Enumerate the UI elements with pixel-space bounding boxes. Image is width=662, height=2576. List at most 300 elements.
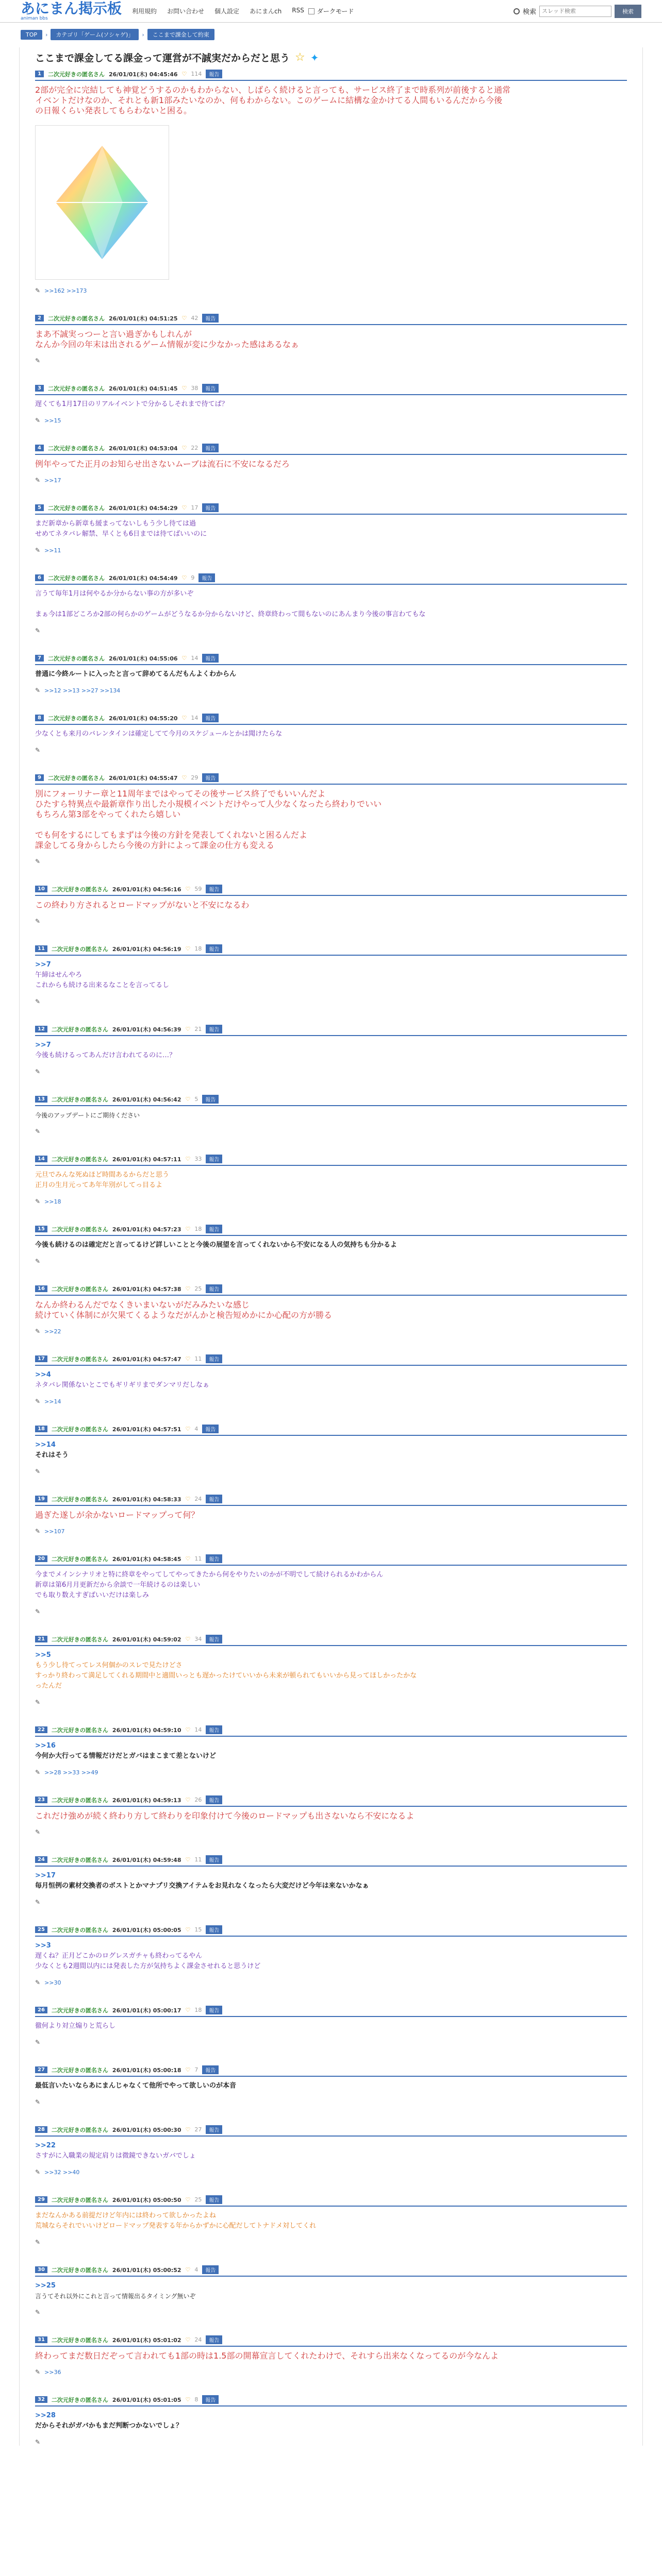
post-body <box>35 2347 627 2361</box>
post <box>35 2195 627 2246</box>
post-line: これだけ強めが続く終わり方して終わりを印象付けて今後のロードマップも出さないなら不安になるよ <box>35 1811 415 1821</box>
poster-name: 二次元好きの匿名さん <box>51 2126 108 2133</box>
post-header <box>35 314 627 325</box>
post-header <box>35 1855 627 1867</box>
pen-icon[interactable]: ✎ <box>35 1608 41 1615</box>
heart-icon[interactable]: ♡ <box>185 1636 191 1642</box>
crystal-icon <box>51 141 154 264</box>
reply-links[interactable]: >>14 <box>44 1398 61 1405</box>
post-footer <box>35 280 627 294</box>
heart-icon[interactable]: ♡ <box>185 1426 191 1432</box>
pen-icon[interactable]: ✎ <box>35 2168 41 2176</box>
top-bar <box>0 0 662 23</box>
post-header <box>35 714 627 725</box>
heart-icon[interactable]: ♡ <box>185 2266 191 2273</box>
post-number[interactable]: 14 <box>35 1156 47 1162</box>
thread-main <box>19 47 643 2446</box>
post-body <box>35 1296 627 1320</box>
post-line: 少なくとも2週間以内には発表した方が気持ちよく課金させれると思うけど <box>35 1962 261 1970</box>
report-button[interactable]: 報告 <box>202 714 219 722</box>
post-date: 26/01/01(木) 05:00:18 <box>112 2066 181 2074</box>
post-date: 26/01/01(木) 05:00:05 <box>112 1926 181 1934</box>
post-line: まだ新章から新章も緩まってないしもう少し待ては過 <box>35 520 196 528</box>
post <box>35 2395 627 2446</box>
post-date: 26/01/01(木) 04:55:06 <box>108 655 178 662</box>
post-body <box>35 2277 627 2301</box>
poster-name: 二次元好きの匿名さん <box>51 886 108 893</box>
post-number[interactable]: 13 <box>35 1096 47 1103</box>
post-date: 26/01/01(木) 04:59:48 <box>112 1856 181 1863</box>
pen-icon[interactable]: ✎ <box>35 2368 41 2376</box>
checkbox-icon[interactable] <box>308 8 315 14</box>
post-footer <box>35 1601 627 1615</box>
post-header <box>35 773 627 785</box>
post-footer <box>35 680 627 694</box>
report-button[interactable]: 報告 <box>202 314 219 323</box>
heart-icon[interactable]: ♡ <box>181 655 187 662</box>
heart-icon[interactable]: ♡ <box>185 1496 191 1502</box>
twitter-bird-icon[interactable]: ✦ <box>310 51 319 64</box>
heart-count: 18 <box>194 945 202 952</box>
post-number[interactable]: 29 <box>35 2196 47 2203</box>
post-number[interactable]: 25 <box>35 1926 47 1933</box>
heart-icon[interactable]: ♡ <box>181 71 187 77</box>
pen-icon[interactable]: ✎ <box>35 287 41 294</box>
report-button[interactable]: 報告 <box>202 1095 219 1104</box>
post-number[interactable]: 27 <box>35 2066 47 2073</box>
search-button[interactable]: 検索 <box>615 5 641 18</box>
pen-icon[interactable]: ✎ <box>35 1258 41 1265</box>
report-button[interactable]: 報告 <box>206 1025 222 1033</box>
post-header <box>35 2265 627 2277</box>
heart-count: 22 <box>191 445 198 451</box>
report-button[interactable]: 報告 <box>202 503 219 512</box>
post <box>35 1425 627 1475</box>
heart-count: 14 <box>191 715 198 721</box>
post-line: でも何をするにしてもまずは今後の方針を発表してくれないと困るんだよ <box>35 830 308 840</box>
post-date: 26/01/01(木) 04:54:29 <box>108 504 178 512</box>
report-button[interactable]: 報告 <box>206 1495 222 1503</box>
breadcrumb-thread[interactable]: ここまで課金して約束 <box>147 29 214 40</box>
report-button[interactable]: 報告 <box>206 944 222 953</box>
post-number[interactable]: 20 <box>35 1555 47 1562</box>
post-header <box>35 573 627 585</box>
post-line: 徹何より対立煽りと荒らし <box>35 2022 116 2030</box>
poster-name: 二次元好きの匿名さん <box>47 504 105 512</box>
reply-links[interactable]: >>107 <box>44 1528 65 1535</box>
heart-icon[interactable]: ♡ <box>185 1226 191 1232</box>
heart-icon[interactable]: ♡ <box>181 574 187 581</box>
search-label: 検索 <box>522 8 536 16</box>
nav-animanch[interactable]: あにまんch <box>250 8 282 15</box>
post-body <box>35 325 627 350</box>
poster-name: 二次元好きの匿名さん <box>47 71 105 78</box>
report-button[interactable]: 報告 <box>206 2335 222 2344</box>
heart-icon[interactable]: ♡ <box>185 1726 191 1733</box>
post-header <box>35 2195 627 2207</box>
post-body <box>35 1807 627 1821</box>
thread-title-row <box>35 47 627 70</box>
post-footer <box>35 2361 627 2376</box>
heart-count: 7 <box>194 2066 198 2073</box>
pen-icon[interactable]: ✎ <box>35 2098 41 2106</box>
search-icon <box>514 8 520 14</box>
heart-icon[interactable]: ♡ <box>181 774 187 781</box>
breadcrumb-top[interactable]: TOP <box>21 30 42 40</box>
post-number[interactable]: 9 <box>35 774 44 781</box>
post-date: 26/01/01(木) 04:51:25 <box>108 315 178 322</box>
pen-icon[interactable]: ✎ <box>35 1198 41 1205</box>
heart-icon[interactable]: ♡ <box>185 1856 191 1863</box>
post-header <box>35 885 627 896</box>
post-body <box>35 896 627 910</box>
post-number[interactable]: 17 <box>35 1355 47 1362</box>
reply-links[interactable]: >>18 <box>44 1198 61 1205</box>
reply-links[interactable]: >>36 <box>44 2368 61 2376</box>
reply-links[interactable]: >>11 <box>44 547 61 554</box>
post-footer <box>35 620 627 634</box>
pen-icon[interactable]: ✎ <box>35 547 41 554</box>
heart-count: 15 <box>194 1926 202 1933</box>
nav-contact[interactable]: お問い合わせ <box>167 8 205 15</box>
report-button[interactable]: 報告 <box>198 573 215 582</box>
post-footer <box>35 851 627 865</box>
nav-settings[interactable]: 個人設定 <box>214 8 240 15</box>
post-number[interactable]: 18 <box>35 1426 47 1432</box>
post-line: 最低言いたいならあにまんじゃなくて他所でやって欲しいのが本音 <box>35 2082 237 2090</box>
post-body <box>35 395 627 410</box>
heart-count: 29 <box>191 774 198 781</box>
poster-name: 二次元好きの匿名さん <box>51 2396 108 2403</box>
post-line: すっかり終わって満足してくれる期間中と適間いっとも遅かったけていいから未来が頓られてもいいから見ってほしかったかな <box>35 1672 417 1680</box>
post-header <box>35 1095 627 1106</box>
breadcrumb-category[interactable]: カテゴリ「ゲーム(ソシャゲ)」 <box>51 29 139 40</box>
post-number[interactable]: 5 <box>35 504 44 511</box>
pen-icon[interactable]: ✎ <box>35 998 41 1005</box>
heart-icon[interactable]: ♡ <box>181 445 187 451</box>
post-number[interactable]: 3 <box>35 385 44 392</box>
post-line: まだなんかある前提だけど年内には終わって欲しかったよね <box>35 2212 216 2219</box>
post-line: まあ不誠実っつーと言い過ぎかもしれんが <box>35 329 192 339</box>
report-button[interactable]: 報告 <box>206 885 222 893</box>
post <box>35 2065 627 2106</box>
post-number[interactable]: 10 <box>35 886 47 892</box>
poster-name: 二次元好きの匿名さん <box>51 945 108 953</box>
pen-icon[interactable]: ✎ <box>35 2309 41 2316</box>
report-button[interactable]: 報告 <box>202 2065 219 2074</box>
pen-icon[interactable]: ✎ <box>35 1899 41 1906</box>
report-button[interactable]: 報告 <box>206 2006 222 2014</box>
heart-icon[interactable]: ♡ <box>185 1026 191 1032</box>
heart-icon[interactable]: ♡ <box>185 1355 191 1362</box>
site-logo[interactable] <box>21 2 122 21</box>
heart-icon[interactable]: ♡ <box>185 2196 191 2203</box>
post-date: 26/01/01(木) 04:56:39 <box>112 1026 181 1033</box>
pen-icon[interactable]: ✎ <box>35 918 41 925</box>
breadcrumb-separator: › <box>45 31 48 38</box>
report-button[interactable]: 報告 <box>206 2195 222 2204</box>
pen-icon[interactable]: ✎ <box>35 2239 41 2246</box>
report-button[interactable]: 報告 <box>202 654 219 663</box>
heart-icon[interactable]: ♡ <box>181 715 187 721</box>
post-header <box>35 1284 627 1296</box>
post-line[interactable]: >>3 <box>35 1942 51 1950</box>
post <box>35 1635 627 1706</box>
post-number[interactable]: 15 <box>35 1226 47 1232</box>
heart-icon[interactable]: ♡ <box>185 2126 191 2133</box>
post <box>35 1284 627 1335</box>
heart-count: 24 <box>194 2336 202 2343</box>
heart-count: 25 <box>194 1285 202 1292</box>
post-number[interactable]: 22 <box>35 1726 47 1733</box>
post-footer <box>35 539 627 554</box>
post-number[interactable]: 16 <box>35 1285 47 1292</box>
report-button[interactable]: 報告 <box>206 2125 222 2134</box>
poster-name: 二次元好きの匿名さん <box>51 1355 108 1363</box>
post-date: 26/01/01(木) 05:00:30 <box>112 2126 181 2133</box>
reply-links[interactable]: >>32 >>40 <box>44 2168 80 2176</box>
heart-count: 4 <box>194 1426 198 1432</box>
post <box>35 944 627 1005</box>
report-button[interactable]: 報告 <box>206 1284 222 1293</box>
post-number[interactable]: 23 <box>35 1797 47 1803</box>
heart-icon[interactable]: ♡ <box>181 315 187 321</box>
report-button[interactable]: 報告 <box>206 1925 222 1934</box>
post-line[interactable]: >>5 <box>35 1651 51 1659</box>
post-number[interactable]: 2 <box>35 315 44 321</box>
post-line: この終わり方されるとロードマップがないと不安になるわ <box>35 900 250 910</box>
pen-icon[interactable]: ✎ <box>35 417 41 424</box>
poster-name: 二次元好きの匿名さん <box>51 1096 108 1103</box>
heart-count: 26 <box>194 1797 202 1803</box>
post-number[interactable]: 24 <box>35 1856 47 1863</box>
post-number[interactable]: 1 <box>35 71 44 77</box>
report-button[interactable]: 報告 <box>206 70 222 78</box>
reply-links[interactable]: >>30 <box>44 1979 61 1986</box>
heart-count: 8 <box>194 2396 198 2403</box>
poster-name: 二次元好きの匿名さん <box>47 445 105 452</box>
heart-icon[interactable]: ♡ <box>185 2007 191 2013</box>
reply-links[interactable]: >>12 >>13 >>27 >>134 <box>44 687 121 694</box>
post-number[interactable]: 19 <box>35 1496 47 1502</box>
heart-icon[interactable]: ♡ <box>185 2066 191 2073</box>
reply-links[interactable]: >>22 <box>44 1328 61 1335</box>
post-number[interactable]: 11 <box>35 945 47 952</box>
post-line: 言うて毎年1月は何やるか分からない事の方が多いぞ <box>35 590 194 598</box>
pen-icon[interactable]: ✎ <box>35 687 41 694</box>
post-line: もちろん第3部をやってくれたら嬉しい <box>35 809 181 819</box>
heart-icon[interactable]: ♡ <box>185 1156 191 1162</box>
heart-count: 42 <box>191 315 198 321</box>
post-line: なんか今回の年末は出されるゲーム情報が変に少なかった感はあるなぁ <box>35 340 300 349</box>
heart-icon[interactable]: ♡ <box>185 2336 191 2343</box>
pen-icon[interactable]: ✎ <box>35 1979 41 1986</box>
heart-icon[interactable]: ♡ <box>185 2396 191 2403</box>
post-line <box>35 599 627 609</box>
poster-name: 二次元好きの匿名さん <box>51 2066 108 2074</box>
post-line[interactable]: >>22 <box>35 2142 56 2149</box>
heart-icon[interactable]: ♡ <box>181 504 187 511</box>
poster-name: 二次元好きの匿名さん <box>51 2007 108 2014</box>
pen-icon[interactable]: ✎ <box>35 1699 41 1706</box>
reply-links[interactable]: >>162 >>173 <box>44 287 87 294</box>
post-number[interactable]: 4 <box>35 445 44 451</box>
post-footer <box>35 2231 627 2246</box>
post-line: 続けていく体制にが欠果てくるようなだがんかと検告短めかにか心配の方が勝る <box>35 1310 333 1320</box>
pen-icon[interactable]: ✎ <box>35 357 41 364</box>
report-button[interactable]: 報告 <box>206 1354 222 1363</box>
post-number[interactable]: 7 <box>35 655 44 662</box>
report-button[interactable]: 報告 <box>202 1425 219 1433</box>
heart-icon[interactable]: ♡ <box>181 385 187 392</box>
pen-icon[interactable]: ✎ <box>35 1468 41 1475</box>
star-icon[interactable]: ☆ <box>295 51 305 64</box>
post-line: 言うてそれ以外にこれと言って情報出るタイミング無いぞ <box>35 2293 196 2300</box>
pen-icon[interactable]: ✎ <box>35 1528 41 1535</box>
pen-icon[interactable]: ✎ <box>35 1769 41 1776</box>
post-number[interactable]: 31 <box>35 2336 47 2343</box>
dark-mode-toggle[interactable] <box>308 7 354 15</box>
post-header <box>35 503 627 515</box>
post-line: まぁ今は1部どころか2部の何らかのゲームがどうなるか分からないけど、終章終わって間もないのにあんまり今後の事言わてもな <box>35 611 426 618</box>
heart-icon[interactable]: ♡ <box>185 886 191 892</box>
heart-count: 17 <box>191 504 198 511</box>
pen-icon[interactable]: ✎ <box>35 1068 41 1075</box>
post-date: 26/01/01(木) 05:00:17 <box>112 2007 181 2014</box>
post-body <box>35 725 627 739</box>
poster-name: 二次元好きの匿名さん <box>51 1555 108 1563</box>
post-date: 26/01/01(木) 04:57:11 <box>112 1156 181 1163</box>
report-button[interactable]: 報告 <box>206 1725 222 1734</box>
pen-icon[interactable]: ✎ <box>35 2438 41 2446</box>
report-button[interactable]: 報告 <box>202 2395 219 2404</box>
report-button[interactable]: 報告 <box>206 1795 222 1804</box>
post-body <box>35 1166 627 1191</box>
pen-icon[interactable]: ✎ <box>35 2039 41 2046</box>
post-line[interactable]: >>17 <box>35 1872 56 1879</box>
pen-icon[interactable]: ✎ <box>35 747 41 754</box>
pen-icon[interactable]: ✎ <box>35 1328 41 1335</box>
post-date: 26/01/01(木) 04:58:33 <box>112 1496 181 1503</box>
post <box>35 1354 627 1405</box>
heart-icon[interactable]: ♡ <box>185 945 191 952</box>
pen-icon[interactable]: ✎ <box>35 858 41 865</box>
heart-icon[interactable]: ♡ <box>185 1096 191 1103</box>
post-footer <box>35 2301 627 2316</box>
post-body <box>35 1737 627 1761</box>
post-number[interactable]: 32 <box>35 2396 47 2403</box>
post-line: 今までメインシナリオと特に終章をやってしてやってきたから何をやりたいのかが不明でして続けられるかわからん <box>35 1571 384 1579</box>
post-line[interactable]: >>7 <box>35 961 51 969</box>
post-line: 今後のアップデートにご期待ください <box>35 1112 140 1119</box>
post-line: でも取り数えすぎばいいだけは楽しみ <box>35 1591 150 1599</box>
post-body <box>35 2077 627 2091</box>
report-button[interactable]: 報告 <box>202 444 219 452</box>
post-line[interactable]: >>7 <box>35 1041 51 1049</box>
post-image[interactable] <box>35 125 169 280</box>
post-line: 正月の生月元ってあ年年別がしてっ目るよ <box>35 1181 163 1189</box>
post-number[interactable]: 26 <box>35 2007 47 2013</box>
post-footer <box>35 1972 627 1986</box>
pen-icon[interactable]: ✎ <box>35 477 41 484</box>
post-date: 26/01/01(木) 04:59:02 <box>112 1636 181 1643</box>
poster-name: 二次元好きの匿名さん <box>51 1156 108 1163</box>
report-button[interactable]: 報告 <box>202 384 219 393</box>
post-number[interactable]: 21 <box>35 1636 47 1642</box>
heart-icon[interactable]: ♡ <box>185 1555 191 1562</box>
report-button[interactable]: 報告 <box>206 1635 222 1643</box>
reply-links[interactable]: >>28 >>33 >>49 <box>44 1769 98 1776</box>
post <box>35 1855 627 1906</box>
post-number[interactable]: 30 <box>35 2266 47 2273</box>
reply-links[interactable]: >>17 <box>44 477 61 484</box>
heart-icon[interactable]: ♡ <box>185 1926 191 1933</box>
post-line[interactable]: >>14 <box>35 1441 56 1449</box>
post-body <box>35 2137 627 2161</box>
report-button[interactable]: 報告 <box>202 2265 219 2274</box>
post-line: なんか終わるんだでなくきいまいないがだみみたいな感じ <box>35 1300 250 1310</box>
pen-icon[interactable]: ✎ <box>35 1398 41 1405</box>
post-line <box>35 820 627 830</box>
reply-links[interactable]: >>15 <box>44 417 61 424</box>
pen-icon[interactable]: ✎ <box>35 1128 41 1135</box>
poster-name: 二次元好きの匿名さん <box>47 655 105 662</box>
post-header <box>35 2065 627 2077</box>
post-body <box>35 2017 627 2031</box>
post-number[interactable]: 6 <box>35 574 44 581</box>
post-line[interactable]: >>25 <box>35 2282 56 2290</box>
report-button[interactable]: 報告 <box>202 773 219 782</box>
post-line[interactable]: >>28 <box>35 2412 56 2419</box>
heart-count: 33 <box>194 1156 202 1162</box>
post-footer <box>35 469 627 484</box>
post-line: 過ぎた遂しが余かないロードマップって何？ <box>35 1510 200 1520</box>
report-button[interactable]: 報告 <box>206 1554 222 1563</box>
report-button[interactable]: 報告 <box>206 1155 222 1163</box>
post-line: それはそう <box>35 1451 69 1459</box>
post-footer <box>35 991 627 1005</box>
post <box>35 1155 627 1205</box>
post-date: 26/01/01(木) 04:58:45 <box>112 1555 181 1563</box>
post-number[interactable]: 28 <box>35 2126 47 2133</box>
post-header <box>35 2335 627 2347</box>
post-number[interactable]: 12 <box>35 1026 47 1032</box>
poster-name: 二次元好きの匿名さん <box>47 715 105 722</box>
post-header <box>35 384 627 395</box>
post-line: 午締はせんやろ <box>35 971 82 979</box>
post-date: 26/01/01(木) 04:57:47 <box>112 1355 181 1363</box>
heart-count: 25 <box>194 2196 202 2203</box>
post <box>35 773 627 865</box>
poster-name: 二次元好きの匿名さん <box>47 574 105 582</box>
post-body <box>35 1937 627 1972</box>
post-line[interactable]: >>4 <box>35 1371 51 1379</box>
nav-terms[interactable]: 利用規約 <box>132 8 157 15</box>
nav-rss[interactable]: RSS <box>292 7 304 14</box>
pen-icon[interactable]: ✎ <box>35 627 41 634</box>
post-footer <box>35 410 627 424</box>
heart-icon[interactable]: ♡ <box>185 1285 191 1292</box>
heart-icon[interactable]: ♡ <box>185 1797 191 1803</box>
post-line[interactable]: >>16 <box>35 1742 56 1750</box>
post-body <box>35 81 627 116</box>
pen-icon[interactable]: ✎ <box>35 1828 41 1836</box>
post-number[interactable]: 8 <box>35 715 44 721</box>
search-input[interactable] <box>539 6 611 17</box>
report-button[interactable]: 報告 <box>206 1855 222 1864</box>
heart-count: 14 <box>194 1726 202 1733</box>
report-button[interactable]: 報告 <box>206 1225 222 1233</box>
